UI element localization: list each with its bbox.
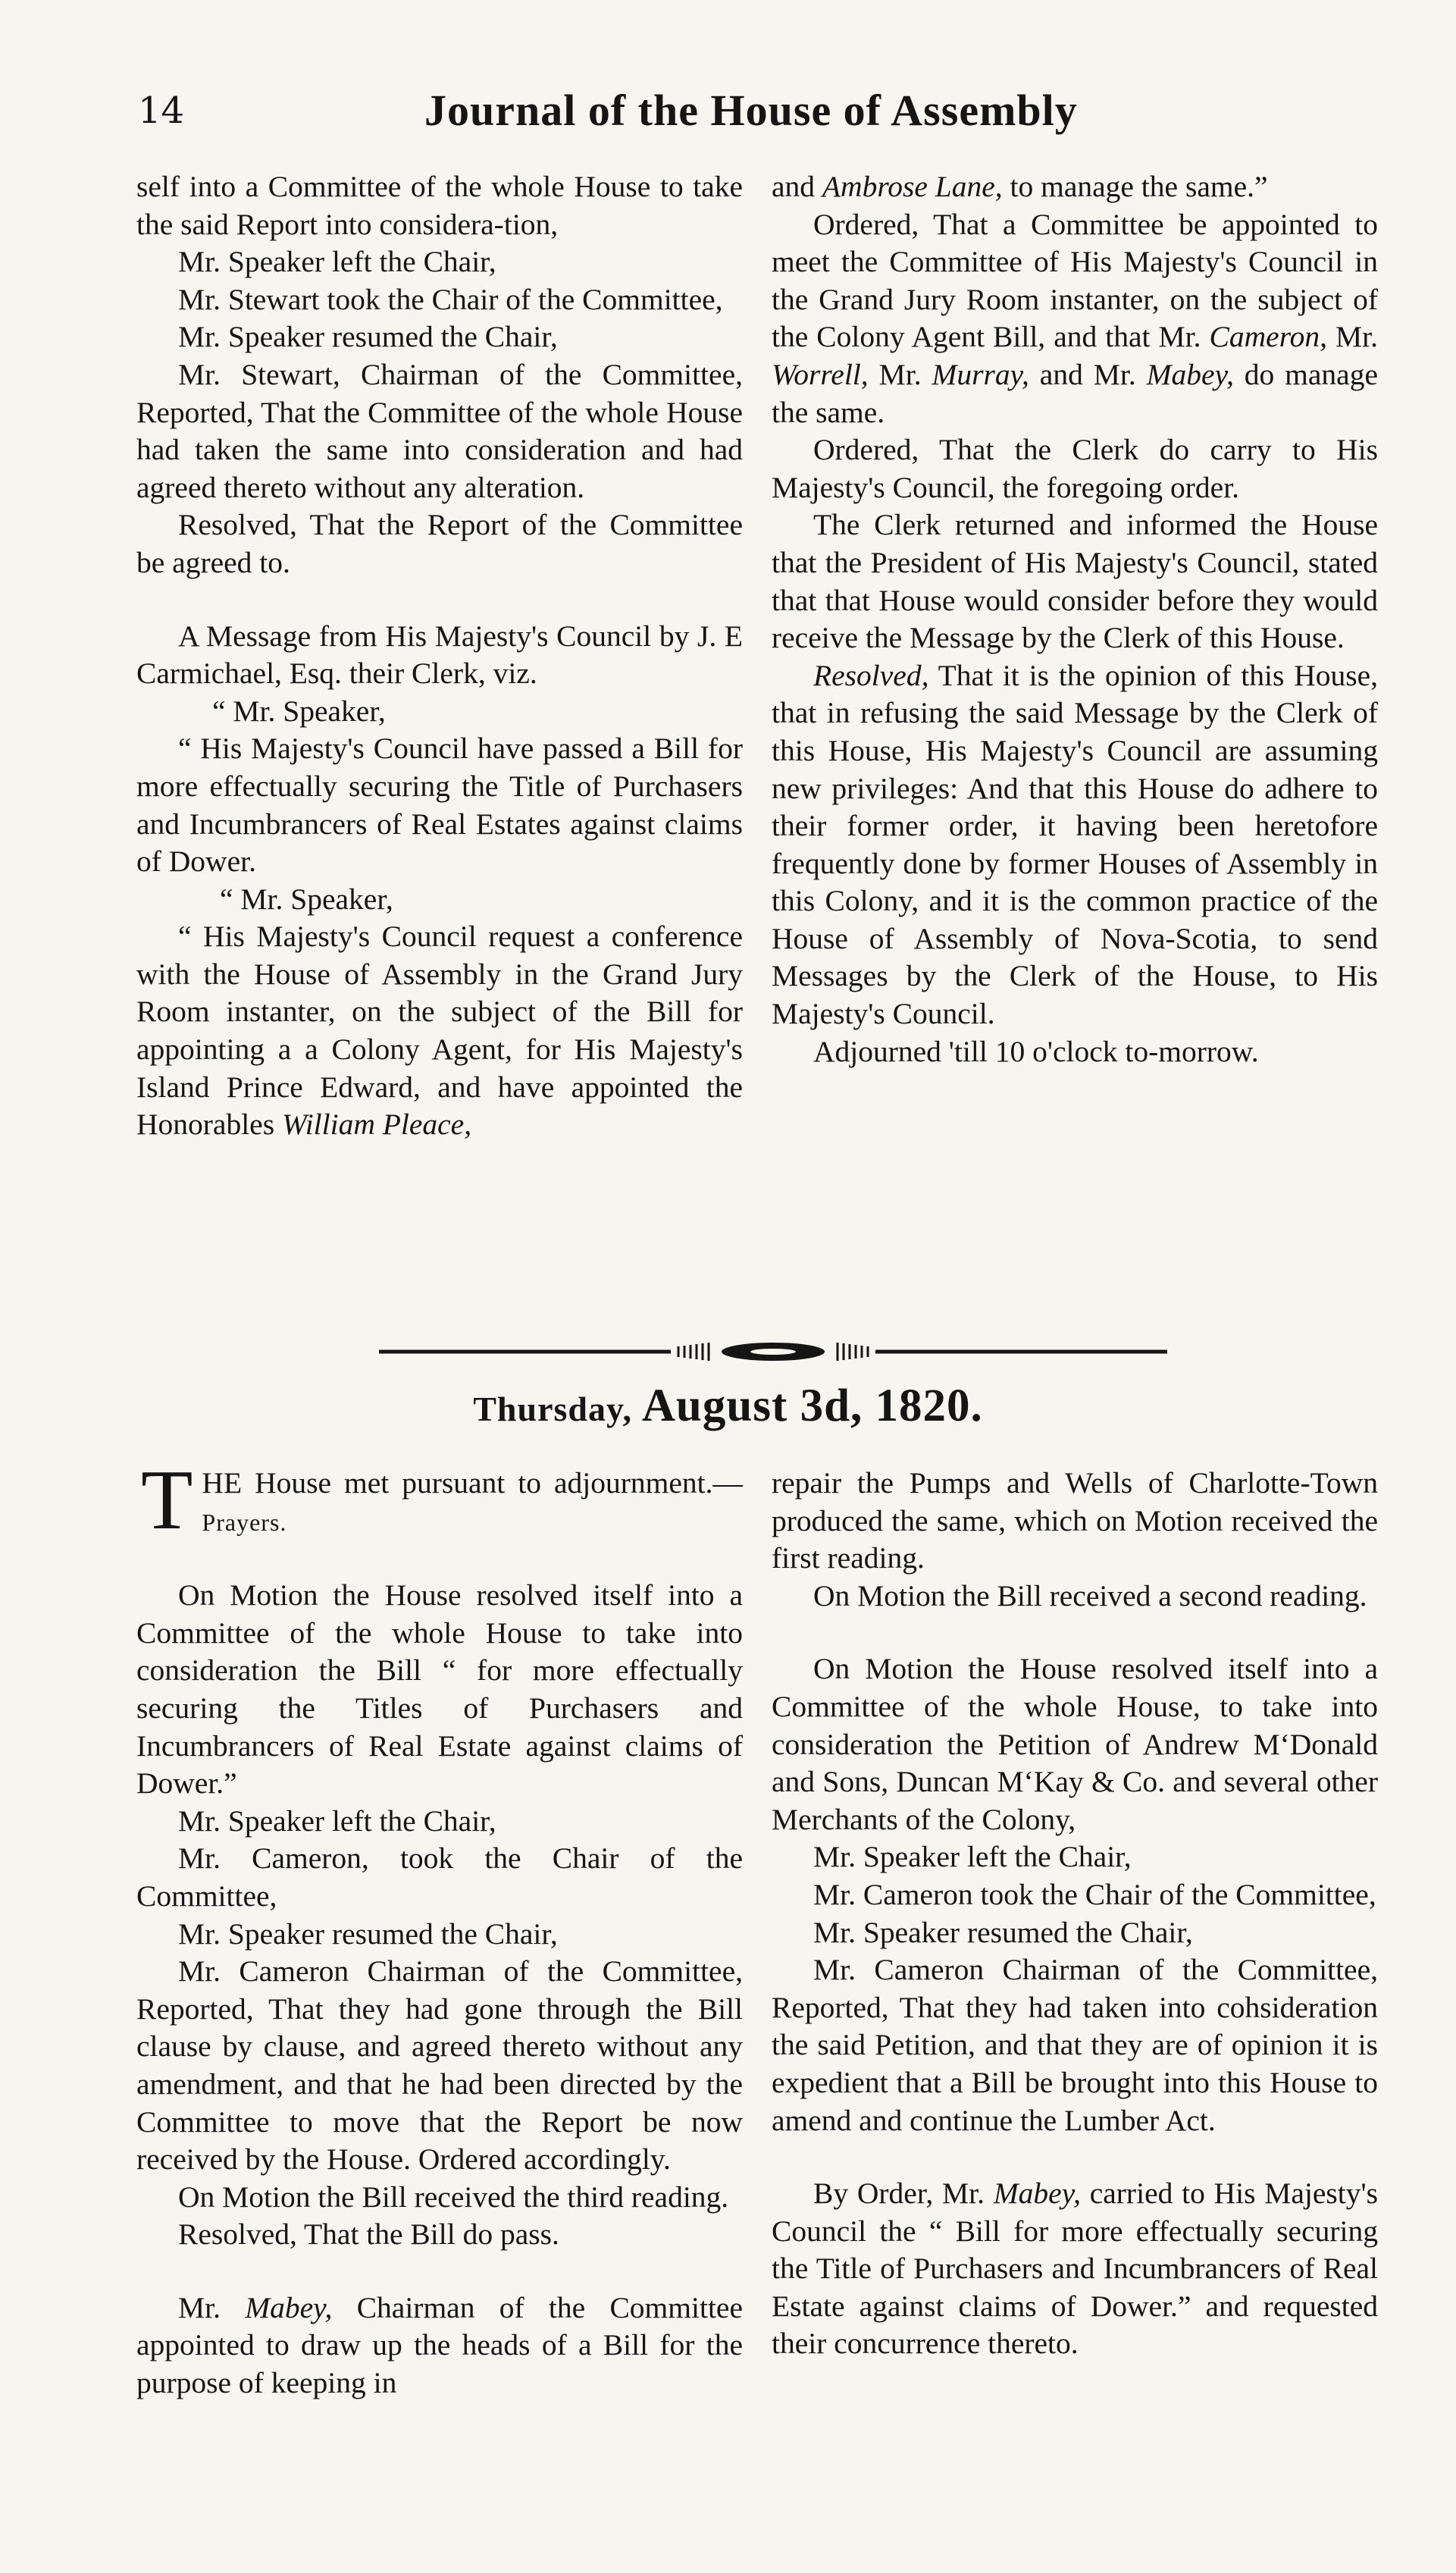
paragraph: Mr. Speaker left the Chair,: [813, 1840, 1132, 1874]
paragraph: [136, 1453, 743, 1547]
drop-cap: T: [141, 1453, 193, 1547]
italic-name: William Pleace,: [281, 1108, 472, 1142]
paragraph: [136, 918, 743, 1144]
italic-name: Mabey,: [245, 2290, 333, 2324]
italic-name: Mabey,: [993, 2177, 1081, 2211]
text-run: Mr.: [868, 357, 932, 391]
text-run: carried to His Majesty's Council the “ Bill for more effectually securing the Title of Purchasers and Incumbrancers of Real Estate against claims of Dower.” and requested their concurrence thereto.: [772, 2177, 1378, 2361]
paragraph: Mr. Speaker left the Chair,: [178, 1804, 496, 1838]
paragraph: Mr. Stewart took the Chair of the Committee,: [178, 282, 723, 316]
text-run: and Mr.: [1029, 357, 1147, 391]
text-run: to manage the same.”: [1002, 170, 1268, 203]
paragraph: Resolved, That the Report of the Committee be agreed to.: [136, 508, 743, 579]
paragraph: Adjourned 'till 10 o'clock to-morrow.: [813, 1034, 1259, 1068]
paragraph: Ordered, That the Clerk do carry to His Majesty's Council, the foregoing order.: [772, 433, 1378, 504]
paragraph: “ His Majesty's Council have passed a Bill for more effectually securing the Title of Purchasers and Incumbrancers of Real Estates against claims of Dower.: [136, 732, 743, 879]
paragraph: [772, 2175, 1378, 2363]
paragraph: Mr. Speaker resumed the Chair,: [178, 1916, 558, 1951]
paragraph: Mr. Speaker resumed the Chair,: [813, 1915, 1193, 1949]
italic-word: Resolved,: [813, 658, 929, 692]
paragraph: Resolved, That the Bill do pass.: [178, 2217, 559, 2252]
paragraph: [772, 657, 1378, 1033]
paragraph: On Motion the House resolved itself into a Committee of the whole House to take into consideration the Bill “ for more effectually securing the Titles of Purchasers and Incumbrancers of Real Estate against claims of Dower.”: [136, 1578, 743, 1800]
italic-name: Murray,: [932, 357, 1029, 391]
page-number: 14: [138, 89, 185, 132]
text-run: and: [772, 170, 822, 203]
paragraph: repair the Pumps and Wells of Charlotte-Town produced the same, which on Motion received the first reading.: [772, 1466, 1378, 1575]
text-run: That it is the opinion of this House, that in refusing the said Message by the Clerk of this House, His Majesty's Council are assuming new privileges: And that this House do adhere to their former order, it having been heretofore frequently done by former Houses of Assembly in this Colony, and it is the common practice of the House of Assembly of Nova-Scotia, to send Messages by the Clerk of the House, to His Majesty's Council.: [772, 658, 1378, 1031]
paragraph: [772, 206, 1378, 432]
paragraph: A Message from His Majesty's Council by J. E Carmichael, Esq. their Clerk, viz.: [136, 619, 743, 691]
paragraph: Mr. Cameron took the Chair of the Committee,: [813, 1877, 1376, 1911]
prayers-label: Prayers.: [202, 1508, 287, 1536]
text-run: Ordered, That a Committee be appointed to meet the Committee of His Majesty's Council in the Grand Jury Room instanter, on the subject of the Colony Agent Bill, and that Mr.: [772, 207, 1378, 354]
italic-name: Mabey,: [1146, 357, 1234, 391]
running-title: Journal of the House of Assembly: [424, 86, 1078, 135]
top-left-column: [136, 168, 743, 1144]
paragraph: Mr. Cameron Chairman of the Committee, Reported, That they had taken into cohsideration the said Petition, and that they are of opinion it is expedient that a Bill be brought into this House to amend and continue the Lumber Act.: [772, 1953, 1378, 2137]
paragraph: On Motion the House resolved itself into a Committee of the whole House, to take into consideration the Petition of Andrew M‘Donald and Sons, Duncan M‘Kay & Co. and several other Merchants of the Colony,: [772, 1652, 1378, 1836]
paragraph: [772, 168, 1378, 206]
paragraph: On Motion the Bill received a second reading.: [813, 1578, 1367, 1612]
paragraph: Mr. Speaker left the Chair,: [178, 245, 496, 279]
top-right-column: [772, 168, 1378, 1070]
text-run: Chairman of the Committee appointed to draw up the heads of a Bill for the purpose of keeping in: [136, 2290, 743, 2400]
paragraph: [136, 2289, 743, 2402]
text-run: HE House met pursuant to adjournment.—: [202, 1466, 743, 1500]
paragraph: On Motion the Bill received the third reading.: [178, 2180, 729, 2214]
italic-name: Ambrose Lane,: [822, 170, 1003, 203]
day-name: Thursday,: [473, 1390, 632, 1428]
text-run: By Order, Mr.: [813, 2177, 994, 2211]
paragraph: Mr. Cameron Chairman of the Committee, Reported, That they had gone through the Bill clause by clause, and agreed thereto without any amendment, and that he had been directed by the Committee to move that the Report be now received by the House. Ordered accordingly.: [136, 1954, 743, 2177]
bottom-left-column: [136, 1453, 743, 2402]
paragraph: The Clerk returned and informed the House that the President of His Majesty's Council, stated that that House would consider before they would receive the Message by the Clerk of this House.: [772, 508, 1378, 655]
paragraph: Mr. Stewart, Chairman of the Committee, Reported, That the Committee of the whole House had taken the same into consideration and had agreed thereto without any alteration.: [136, 357, 743, 504]
paragraph: Mr. Speaker resumed the Chair,: [178, 320, 558, 354]
date-text: August 3d, 1820.: [641, 1381, 983, 1431]
text-run: do manage the same.: [772, 357, 1378, 429]
date-heading: [0, 1380, 1456, 1433]
paragraph: Mr. Cameron, took the Chair of the Committee,: [136, 1841, 743, 1913]
italic-name: Worrell,: [772, 357, 869, 391]
ornament-divider: [379, 1340, 1167, 1364]
text-run: Mr.: [1326, 320, 1378, 354]
paragraph: “ Mr. Speaker,: [212, 694, 386, 728]
text-run: Mr.: [178, 2290, 246, 2324]
text-run: “ His Majesty's Council request a conference with the House of Assembly in the Grand Jury Room instanter, on the subject of the Bill for appointing a a Colony Agent, for His Majesty's Island Prince Edward, and have appointed the Honorables: [136, 920, 743, 1142]
bottom-right-column: [772, 1465, 1378, 2363]
paragraph: self into a Committee of the whole House to take the said Report into considera-tion,: [136, 170, 743, 241]
paragraph: “ Mr. Speaker,: [220, 882, 393, 916]
italic-name: Cameron,: [1209, 320, 1327, 354]
